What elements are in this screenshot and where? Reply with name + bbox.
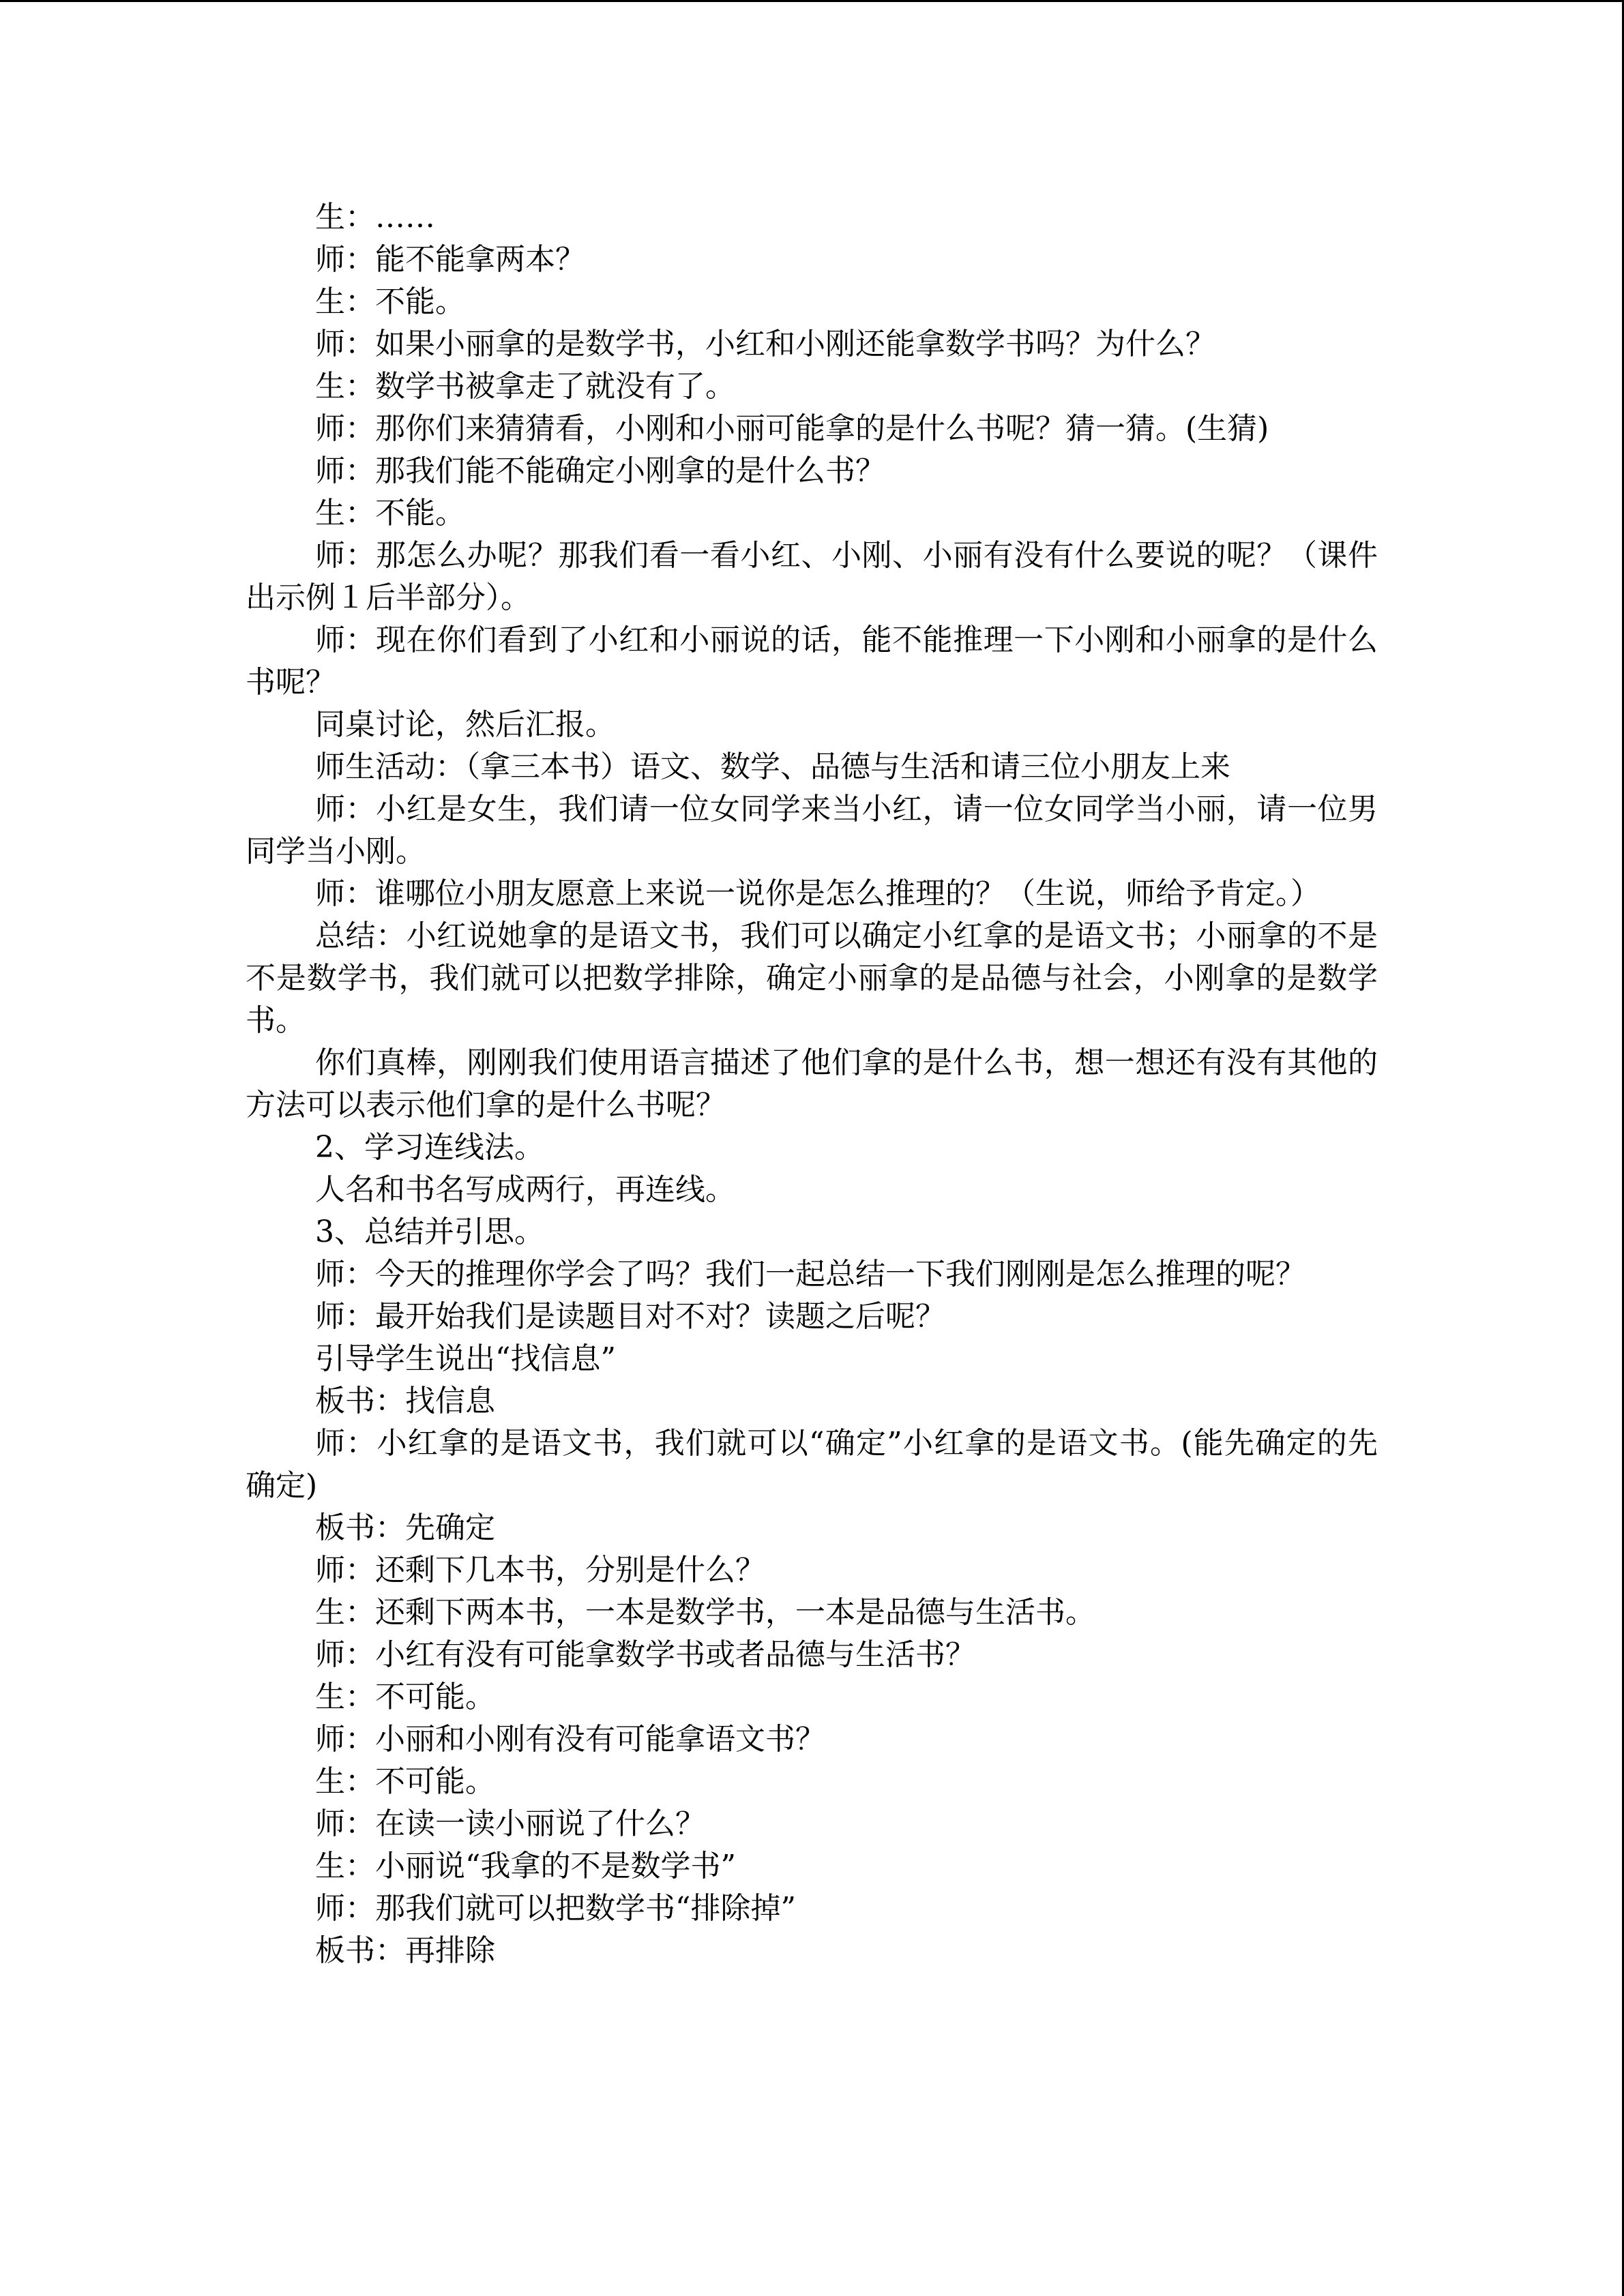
paragraph: 师：在读一读小丽说了什么？ — [315, 1806, 705, 1841]
paragraph: 师：那怎么办呢？那我们看一看小红、小刚、小丽有没有什么要说的呢？（课件出示例１后半部分）。 — [246, 538, 1378, 615]
paragraph: 3、总结并引思。 — [315, 1214, 544, 1249]
paragraph: 板书：找信息 — [315, 1384, 495, 1418]
paragraph: 生：数学书被拿走了就没有了。 — [315, 369, 735, 404]
paragraph: 生：还剩下两本书，一本是数学书，一本是品德与生活书。 — [315, 1595, 1095, 1630]
paragraph: 师：小红是女生，我们请一位女同学来当小红，请一位女同学当小丽，请一位男同学当小刚。 — [246, 792, 1378, 869]
paragraph: 人名和书名写成两行，再连线。 — [315, 1172, 735, 1207]
paragraph: 师：那你们来猜猜看，小刚和小丽可能拿的是什么书呢？猜一猜。(生猜) — [315, 411, 1269, 446]
paragraph: 师：小红有没有可能拿数学书或者品德与生活书？ — [315, 1637, 975, 1672]
paragraph: 师：最开始我们是读题目对不对？读题之后呢？ — [315, 1299, 945, 1334]
paragraph: 师：今天的推理你学会了吗？我们一起总结一下我们刚刚是怎么推理的呢？ — [315, 1257, 1305, 1292]
paragraph: 总结：小红说她拿的是语文书，我们可以确定小红拿的是语文书；小丽拿的不是不是数学书，我们就可以把数学排除，确定小丽拿的是品德与社会，小刚拿的是数学书。 — [246, 919, 1378, 1038]
paragraph: 板书：先确定 — [315, 1510, 495, 1545]
paragraph: 师：还剩下几本书，分别是什么？ — [315, 1553, 765, 1587]
paragraph: 师：小红拿的是语文书，我们就可以“确定”小红拿的是语文书。(能先确定的先确定) — [246, 1426, 1378, 1503]
paragraph: 师：能不能拿两本？ — [315, 242, 585, 277]
paragraph: 你们真棒，刚刚我们使用语言描述了他们拿的是什么书，想一想还有没有其他的方法可以表示他们拿的是什么书呢？ — [246, 1045, 1378, 1122]
paragraph: 师：谁哪位小朋友愿意上来说一说你是怎么推理的？（生说，师给予肯定。） — [315, 876, 1320, 911]
paragraph: 师生活动：（拿三本书）语文、数学、品德与生活和请三位小朋友上来 — [315, 749, 1230, 784]
paragraph: 师：如果小丽拿的是数学书，小红和小刚还能拿数学书吗？为什么？ — [315, 327, 1215, 361]
paragraph: 师：那我们就可以把数学书“排除掉” — [315, 1891, 796, 1926]
paragraph: 生：不能。 — [315, 496, 465, 531]
paragraph: 师：现在你们看到了小红和小丽说的话，能不能推理一下小刚和小丽拿的是什么书呢？ — [246, 623, 1378, 700]
paragraph: 2、学习连线法。 — [315, 1130, 544, 1165]
paragraph: 生：不能。 — [315, 284, 465, 319]
paragraph: 生：不可能。 — [315, 1764, 495, 1799]
document-body — [246, 196, 1378, 1972]
paragraph: 师：那我们能不能确定小刚拿的是什么书？ — [315, 453, 885, 488]
paragraph: 生：小丽说“我拿的不是数学书” — [315, 1849, 736, 1883]
paragraph: 板书：再排除 — [315, 1933, 495, 1968]
paragraph: 同桌讨论，然后汇报。 — [315, 707, 615, 742]
paragraph: 师：小丽和小刚有没有可能拿语文书？ — [315, 1722, 825, 1757]
paragraph: 生：不可能。 — [315, 1680, 495, 1714]
paragraph: 生：…… — [315, 200, 435, 235]
paragraph: 引导学生说出“找信息” — [315, 1341, 616, 1376]
